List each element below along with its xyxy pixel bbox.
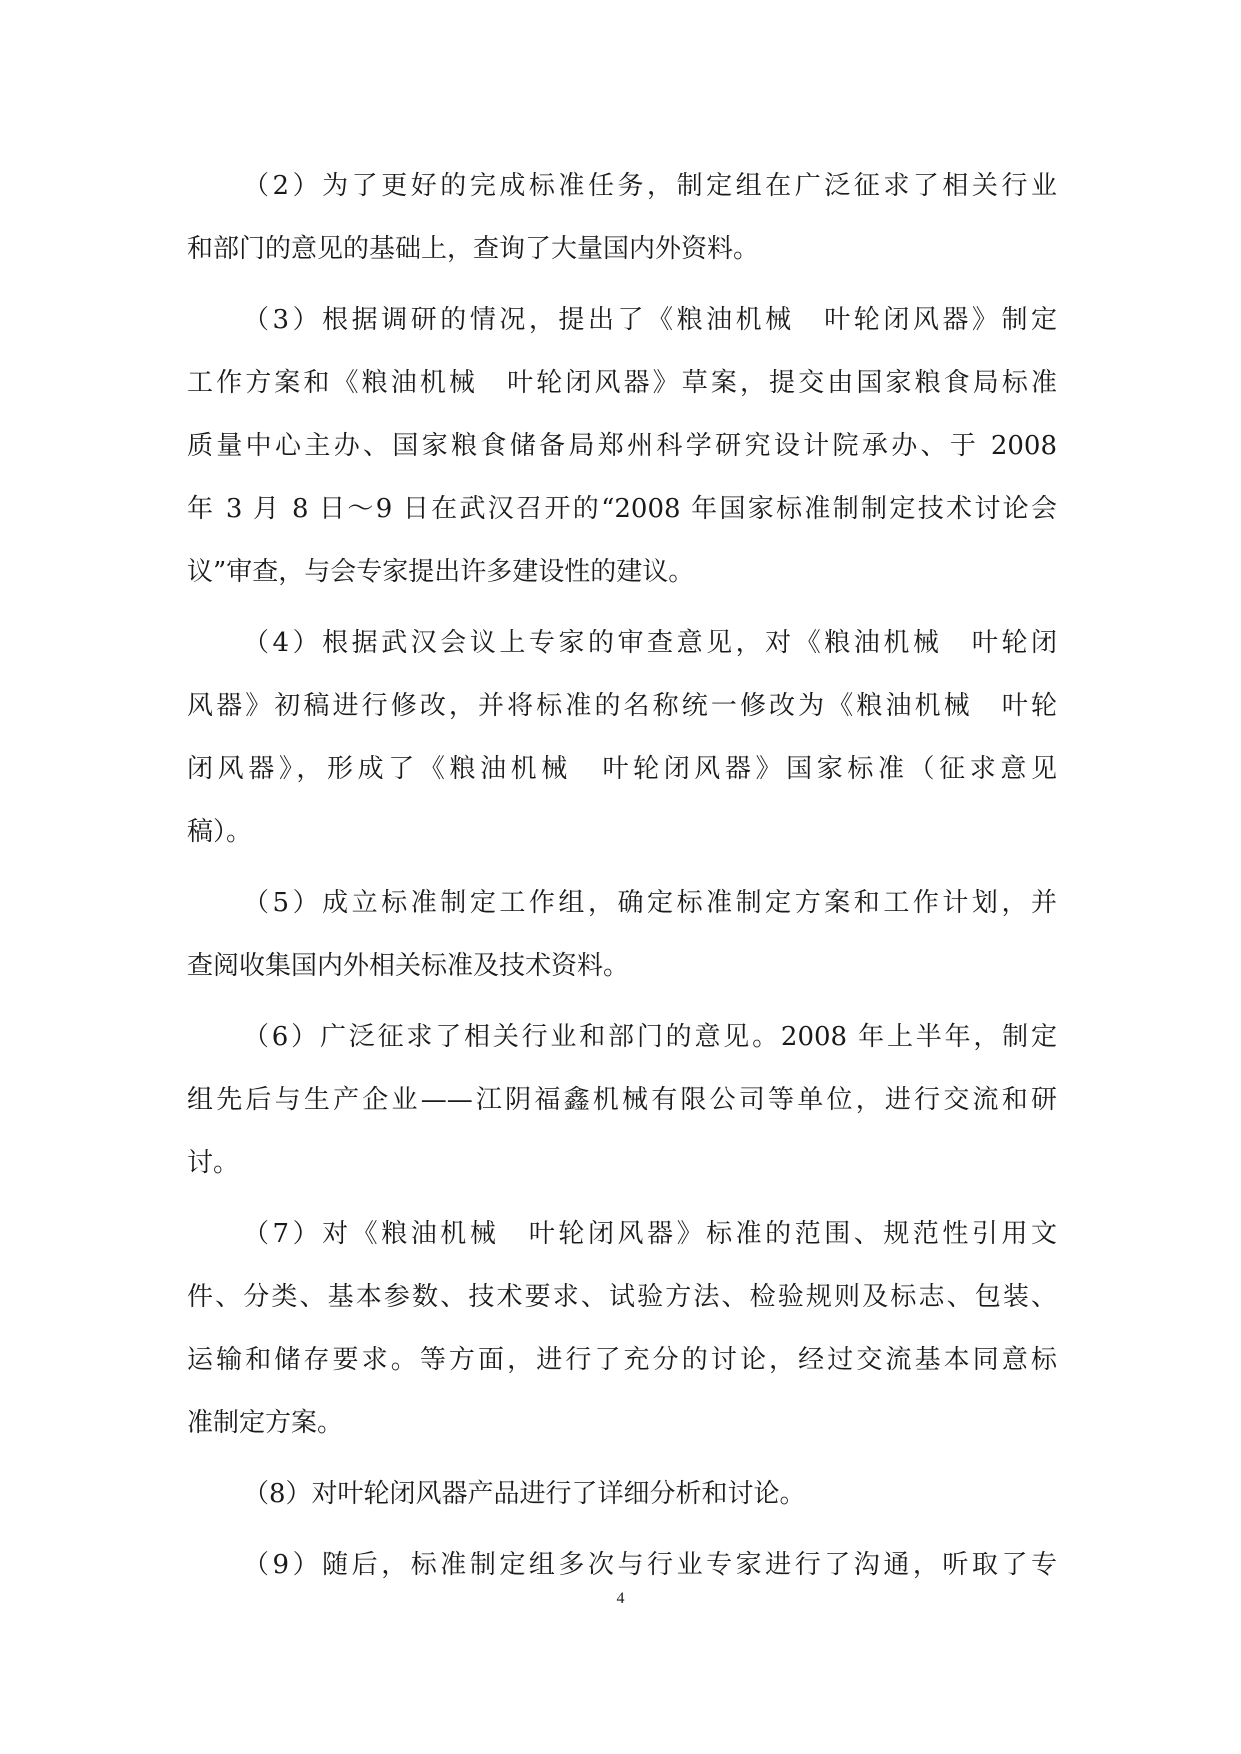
text-line: （7）对《粮油机械 叶轮闭风器》标准的范围、规范性引用文: [243, 1219, 1057, 1249]
paragraph-7: [187, 1203, 1057, 1455]
text-line: 年 3 月 8 日～9 日在武汉召开的“2008 年国家标准制制定技术讨论会: [187, 494, 1057, 524]
paragraph-9: [187, 1534, 1057, 1597]
paragraph-5: [187, 872, 1057, 998]
text-line: 讨。: [187, 1148, 240, 1178]
text-line: （2）为了更好的完成标准任务，制定组在广泛征求了相关行业: [243, 171, 1057, 201]
text-line: 质量中心主办、国家粮食储备局郑州科学研究设计院承办、于 2008: [187, 431, 1057, 461]
text-line: 工作方案和《粮油机械 叶轮闭风器》草案，提交由国家粮食局标准: [187, 368, 1057, 398]
paragraph-6: [187, 1006, 1057, 1195]
text-line: 稿）。: [187, 817, 253, 847]
text-line: （8）对叶轮闭风器产品进行了详细分析和讨论。: [243, 1479, 806, 1509]
text-line: 件、分类、基本参数、技术要求、试验方法、检验规则及标志、包装、: [187, 1282, 1057, 1312]
text-line: 查阅收集国内外相关标准及技术资料。: [187, 951, 630, 981]
paragraph-3: [187, 289, 1057, 604]
text-line: 风器》初稿进行修改，并将标准的名称统一修改为《粮油机械 叶轮: [187, 691, 1057, 721]
text-line: 准制定方案。: [187, 1408, 344, 1438]
text-line: 和部门的意见的基础上，查询了大量国内外资料。: [187, 234, 760, 264]
text-line: （3）根据调研的情况，提出了《粮油机械 叶轮闭风器》制定: [243, 305, 1057, 335]
text-line: （6）广泛征求了相关行业和部门的意见。2008 年上半年，制定: [243, 1022, 1057, 1052]
text-line: 组先后与生产企业——江阴福鑫机械有限公司等单位，进行交流和研: [187, 1085, 1057, 1115]
text-line: 议”审查，与会专家提出许多建设性的建议。: [187, 557, 695, 587]
text-line: （9）随后，标准制定组多次与行业专家进行了沟通，听取了专: [243, 1550, 1057, 1580]
paragraph-4: [187, 612, 1057, 864]
paragraph-8: [187, 1463, 1057, 1526]
text-line: （4）根据武汉会议上专家的审查意见，对《粮油机械 叶轮闭: [243, 628, 1057, 658]
text-line: 闭风器》，形成了《粮油机械 叶轮闭风器》国家标准（征求意见: [187, 754, 1057, 784]
text-line: 运输和储存要求。等方面，进行了充分的讨论，经过交流基本同意标: [187, 1345, 1057, 1375]
page-number: 4: [616, 1590, 625, 1607]
document-body: [187, 155, 1057, 1605]
paragraph-2: [187, 155, 1057, 281]
text-line: （5）成立标准制定工作组，确定标准制定方案和工作计划，并: [243, 888, 1057, 918]
